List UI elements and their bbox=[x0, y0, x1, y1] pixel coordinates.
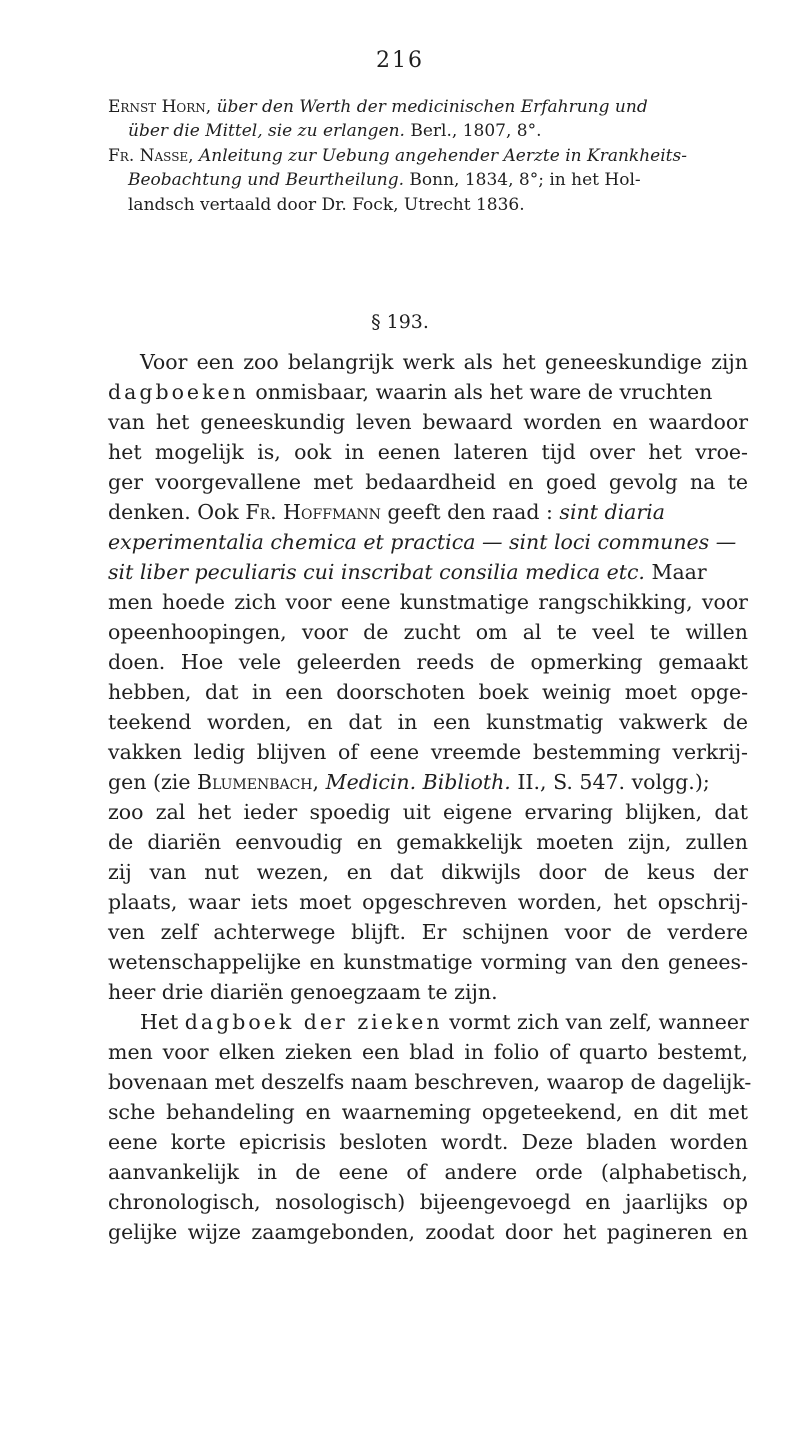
details: landsch vertaald door Dr. Fock, Utrecht 1836. bbox=[128, 195, 525, 215]
text-line: men hoede zich voor eene kunstmatige rangschikking, voor bbox=[108, 590, 748, 614]
text-line: hebben, dat in een doorschoten boek weinig moet opge- bbox=[108, 680, 748, 704]
text-line: van het geneeskundig leven bewaard worden en waardoor bbox=[108, 410, 748, 434]
latin-quote: sit liber peculiaris cui inscribat consilia medica etc. bbox=[108, 560, 645, 584]
reference-line bbox=[108, 145, 748, 167]
text-line: ger voorgevallene met bedaardheid en goed gevolg na te bbox=[108, 470, 748, 494]
text-line: gen (zie Blumenbach, Medicin. Biblioth. II., S. 547. volgg.); bbox=[108, 770, 710, 794]
text: geeft den raad : bbox=[380, 500, 560, 524]
title: über die Mittel, sie zu erlangen. bbox=[128, 121, 405, 141]
text-line bbox=[108, 557, 748, 587]
text-line: teekend worden, en dat in een kunstmatig vakwerk de bbox=[108, 710, 748, 734]
text-line: zij van nut wezen, en dat dikwijls door de keus der bbox=[108, 860, 748, 884]
emphasis: dagboek der zieken bbox=[184, 1010, 443, 1034]
text-line: wetenschappelijke en kunstmatige vorming van den genees- bbox=[108, 950, 748, 974]
author: Blumenbach bbox=[197, 770, 313, 794]
title: Medicin. Biblioth. bbox=[325, 770, 511, 794]
text-line: eene korte epicrisis besloten wordt. Deze bladen worden bbox=[108, 1130, 748, 1154]
emphasis: dagboeken bbox=[108, 380, 249, 404]
text-line: vakken ledig blijven of eene vreemde bestemming verkrij- bbox=[108, 740, 748, 764]
text-line: men voor elken zieken een blad in folio of quarto bestemt, bbox=[108, 1040, 748, 1064]
text-line bbox=[108, 377, 748, 407]
text-line: gelijke wijze zaamgebonden, zoodat door het pagineren en bbox=[108, 1220, 748, 1244]
latin-quote: sint diaria bbox=[559, 500, 665, 524]
text-line: doen. Hoe vele geleerden reeds de opmerking gemaakt bbox=[108, 650, 748, 674]
text-line: de diariën eenvoudig en gemakkelijk moeten zijn, zullen bbox=[108, 830, 748, 854]
details: Berl., 1807, 8°. bbox=[404, 121, 542, 141]
reference-line bbox=[128, 169, 768, 191]
text: Het bbox=[140, 1010, 179, 1034]
text-line: aanvankelijk in de eene of andere orde (alphabetisch, bbox=[108, 1160, 748, 1184]
reference-line bbox=[128, 120, 768, 142]
text-line: het mogelijk is, ook in eenen lateren tijd over het vroe- bbox=[108, 440, 748, 464]
author: Fr. Hoffmann bbox=[245, 500, 381, 524]
page-number: 216 bbox=[376, 48, 424, 73]
text: denken. Ook bbox=[108, 500, 239, 524]
text-line: chronologisch, nosologisch) bijeengevoegd en jaarlijks op bbox=[108, 1190, 748, 1214]
text-line: experimentalia chemica et practica — sint loci communes — bbox=[108, 530, 737, 554]
text: II., S. 547. volgg.); bbox=[510, 770, 710, 794]
text: Maar bbox=[644, 560, 707, 584]
text-line: plaats, waar iets moet opgeschreven worden, het opschrij- bbox=[108, 890, 748, 914]
reference-line bbox=[128, 194, 768, 216]
text-line: Voor een zoo belangrijk werk als het geneeskundige zijn bbox=[140, 350, 748, 374]
text: onmisbaar, waarin als het ware de vruchten bbox=[255, 380, 713, 404]
reference-line bbox=[108, 96, 748, 118]
text-line: bovenaan met deszelfs naam beschreven, waarop de dagelijk- bbox=[108, 1070, 752, 1094]
separator: , bbox=[188, 146, 199, 166]
section-heading: § 193. bbox=[371, 311, 429, 333]
author: Ernst Horn bbox=[108, 97, 206, 117]
text: gen (zie bbox=[108, 770, 191, 794]
text: vormt zich van zelf, wanneer bbox=[449, 1010, 749, 1034]
title: über den Werth der medicinischen Erfahrung und bbox=[216, 97, 648, 117]
author: Fr. Nasse bbox=[108, 146, 189, 166]
text-line: sche behandeling en waarneming opgeteekend, en dit met bbox=[108, 1100, 748, 1124]
separator: , bbox=[205, 97, 217, 117]
title: Beobachtung und Beurtheilung. bbox=[128, 170, 405, 190]
text-line bbox=[108, 497, 748, 527]
text-line: heer drie diariën genoegzaam te zijn. bbox=[108, 980, 498, 1004]
text-line: zoo zal het ieder spoedig uit eigene ervaring blijken, dat bbox=[108, 800, 748, 824]
title: Anleitung zur Uebung angehender Aerzte in Krankheits- bbox=[198, 146, 687, 166]
details: Bonn, 1834, 8°; in het Hol- bbox=[404, 170, 641, 190]
text-line: opeenhoopingen, voor de zucht om al te veel te willen bbox=[108, 620, 748, 644]
text-line: ven zelf achterwege blijft. Er schijnen voor de verdere bbox=[108, 920, 748, 944]
text-line bbox=[140, 1007, 780, 1037]
